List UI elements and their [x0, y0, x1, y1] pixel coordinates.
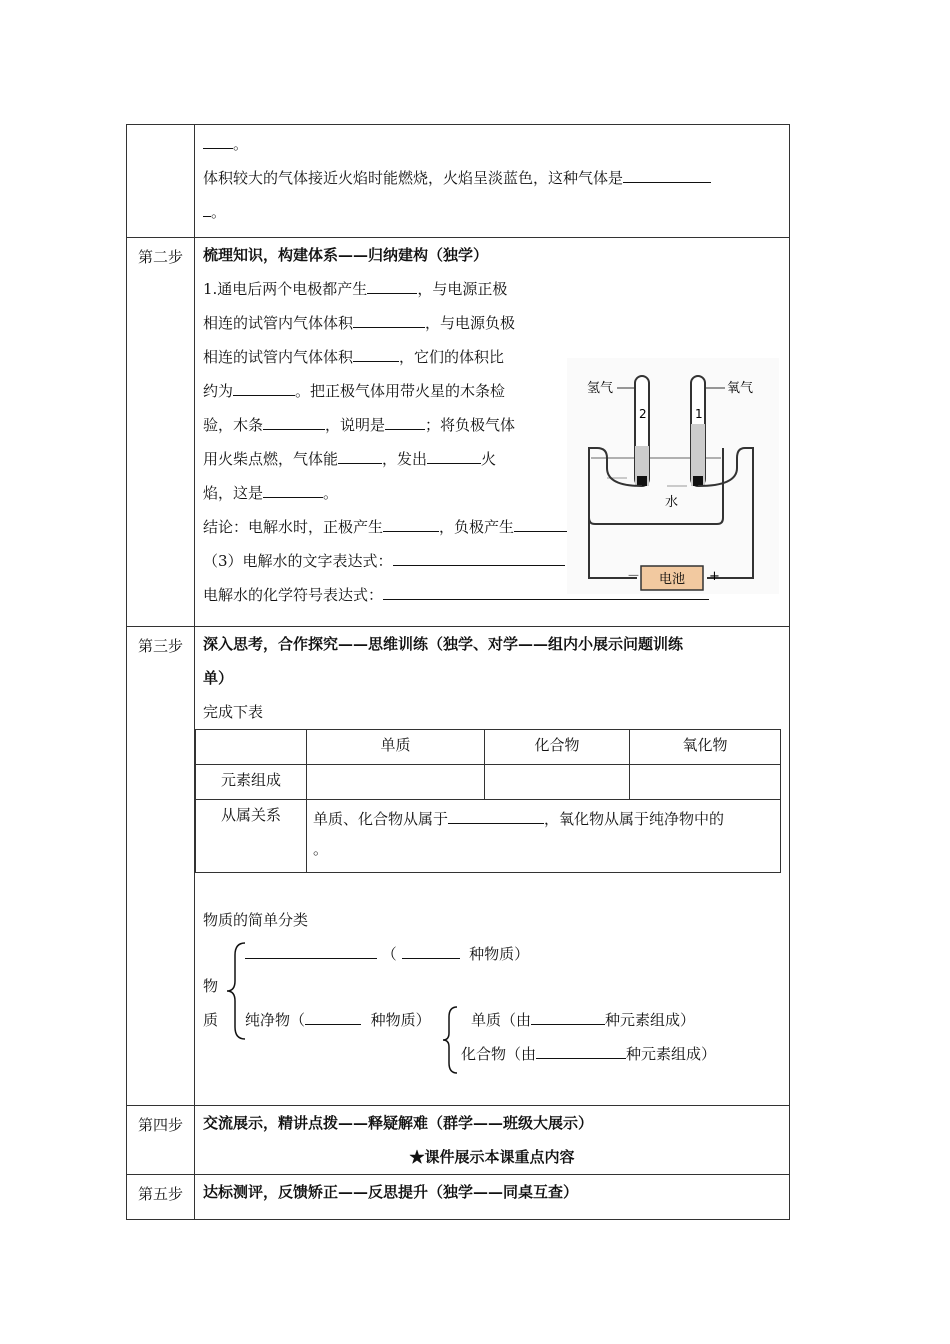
plus-sign: +	[709, 569, 720, 584]
instruction: 完成下表	[203, 703, 264, 721]
minus-sign: －	[627, 569, 641, 584]
blank[interactable]	[263, 411, 325, 430]
oxygen-label: 氧气	[727, 381, 754, 396]
blank[interactable]	[623, 164, 711, 183]
blank[interactable]	[203, 198, 211, 217]
blank[interactable]	[305, 1006, 361, 1025]
tube-left-number: 2	[639, 407, 647, 421]
step-heading: 交流展示，精讲点拨——释疑解难（群学——班级大展示）	[203, 1114, 594, 1132]
hydrogen-label: 氢气	[587, 381, 614, 396]
comparison-table: 单质 化合物 氧化物 元素组成 从属关系 单质、化合物从属于 ，氧化物从属于纯净物中的 。	[195, 729, 781, 873]
blank[interactable]	[427, 445, 481, 464]
water-label: 水	[665, 495, 679, 510]
blank[interactable]	[531, 1006, 605, 1025]
answer-cell[interactable]	[485, 765, 630, 800]
lesson-table	[126, 124, 790, 1220]
row-step-3: 第三步 深入思考，合作探究——思维训练（独学、对学——组内小展示问题训练 单） 完成下表 单质 化合物 氧化物 元素组成 从属关系 单质、化合物从属于 ，氧化物从属于纯净物中的 。 物质的简单分类 （ 种物质） 物 质 纯净物（ 种物质） 单质（由 种元素组成） 化合物（由 种元素组成）	[127, 627, 790, 1106]
star-note: ★课件展示本课重点内容	[409, 1148, 575, 1166]
blank[interactable]	[245, 940, 377, 959]
header-simple: 单质	[307, 730, 485, 765]
step-label: 第四步	[127, 1106, 195, 1175]
row-step-4	[127, 1106, 790, 1175]
row-label-element: 元素组成	[196, 765, 307, 800]
electrode	[637, 476, 647, 486]
blank[interactable]	[353, 309, 425, 328]
blank[interactable]	[367, 275, 417, 294]
blank[interactable]	[338, 445, 382, 464]
blank[interactable]	[233, 377, 295, 396]
classify-title: 物质的简单分类	[203, 911, 309, 929]
blank[interactable]	[353, 343, 399, 362]
battery-label: 电池	[658, 572, 686, 587]
step-label: 第三步	[127, 627, 195, 1106]
step-heading: 达标测评，反馈矫正——反思提升（独学——同桌互查）	[203, 1183, 579, 1201]
blank[interactable]	[203, 130, 233, 149]
blank[interactable]	[263, 479, 323, 498]
header-oxide: 氧化物	[630, 730, 781, 765]
row-continuation: 。 体积较大的气体接近火焰时能燃烧，火焰呈淡蓝色，这种气体是 。	[127, 125, 790, 238]
row-step-5	[127, 1175, 790, 1220]
answer-cell[interactable]	[307, 765, 485, 800]
electrode	[693, 476, 703, 486]
answer-cell[interactable]	[630, 765, 781, 800]
row-label-relation: 从属关系	[196, 800, 307, 873]
header-compound: 化合物	[485, 730, 630, 765]
blank[interactable]	[402, 940, 460, 959]
blank[interactable]	[383, 513, 439, 532]
blank[interactable]	[448, 805, 544, 824]
step-label: 第五步	[127, 1175, 195, 1220]
blank[interactable]	[536, 1040, 626, 1059]
row-step-2: 第二步 梳理知识，构建体系——归纳建构（独学） 1.通电后两个电极都产生 ，与电源正极 相连的试管内气体体积 ，与电源负极 相连的试管内气体体积 ，它们的体积比 约为 。把正极气体用带火星的木条检 验，木条 ，说明是 ；将负极气体 用火柴点燃，气体能 ，发出 火 焰，这是 。 结论：电解水时，正极产生 ，负极产生 （3）电解水的文字表达式： 电解水的化学符号表达式： 电池 － + 氢气 氧气 2 1 水	[127, 238, 790, 627]
classification: 物质的简单分类 （ 种物质） 物 质 纯净物（ 种物质） 单质（由 种元素组成） 化合物（由 种元素组成）	[203, 873, 781, 1103]
blank[interactable]	[393, 547, 565, 566]
brace-right	[441, 1005, 461, 1075]
step-heading: 梳理知识，构建体系——归纳建构（独学）	[203, 246, 489, 264]
electrolysis-figure	[567, 358, 779, 594]
tube-right-number: 1	[695, 407, 703, 421]
step-label: 第二步	[127, 238, 195, 627]
blank[interactable]	[385, 411, 425, 430]
step-heading: 深入思考，合作探究——思维训练（独学、对学——组内小展示问题训练	[203, 635, 684, 653]
